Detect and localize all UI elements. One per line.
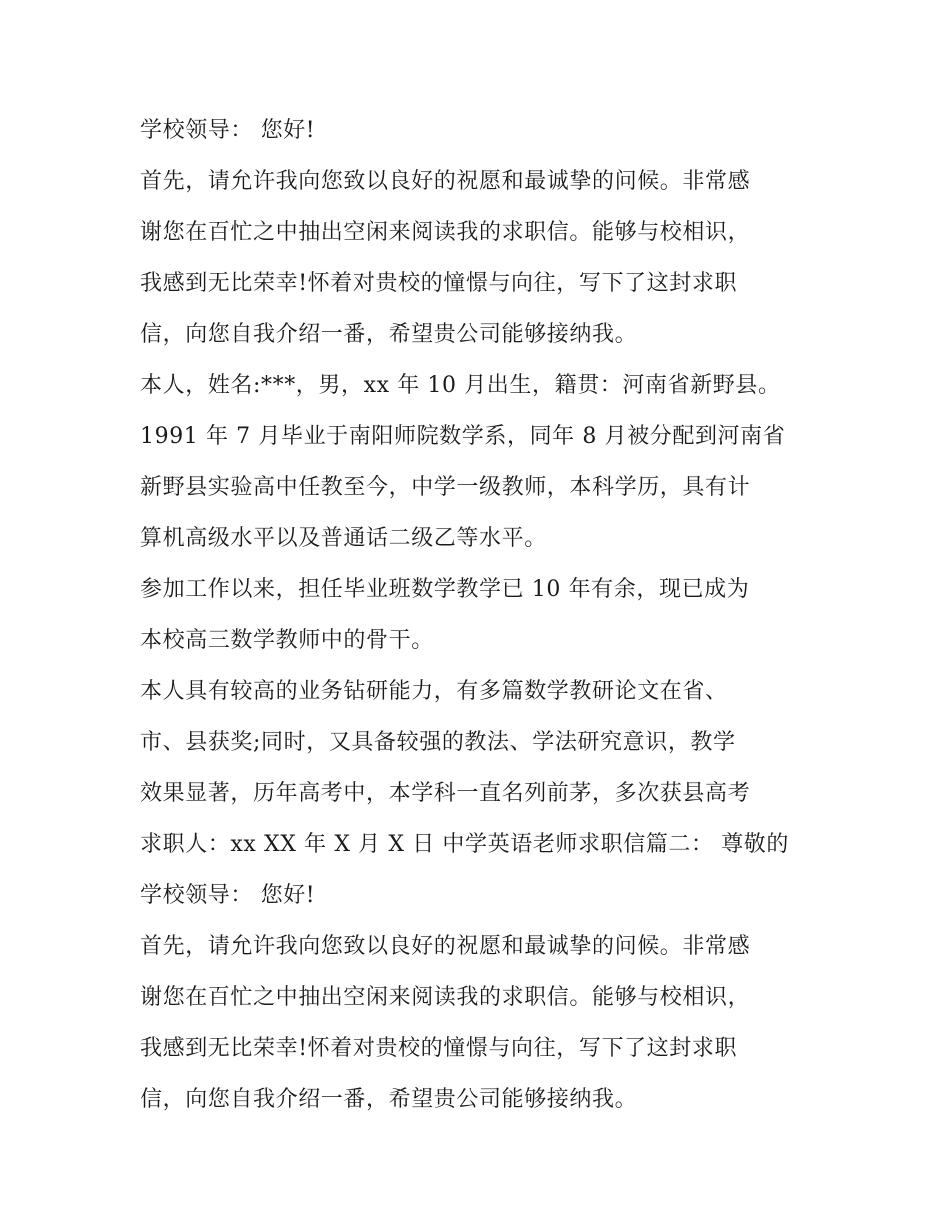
text-line: 谢您在百忙之中抽出空闲来阅读我的求职信。能够与校相识， xyxy=(140,220,751,245)
text-line: 新野县实验高中任教至今，中学一级教师，本科学历，具有计 xyxy=(140,475,751,500)
text-line: 首先，请允许我向您致以良好的祝愿和最诚挚的问候。非常感 xyxy=(140,934,751,959)
text-line: 市、县获奖;同时，又具备较强的教法、学法研究意识，教学 xyxy=(140,730,736,755)
text-line: 本人具有较高的业务钻研能力，有多篇数学教研论文在省、 xyxy=(140,679,728,704)
text-line: 本人，姓名:***，男，xx 年 10 月出生，籍贯：河南省新野县。 xyxy=(140,373,781,398)
text-line: 本校高三数学教师中的骨干。 xyxy=(140,628,434,653)
text-line: 1991 年 7 月毕业于南阳师院数学系，同年 8 月被分配到河南省 xyxy=(140,424,786,449)
text-line: 信，向您自我介绍一番，希望贵公司能够接纳我。 xyxy=(140,322,638,347)
text-line: 参加工作以来，担任毕业班数学教学已 10 年有余，现已成为 xyxy=(140,577,750,602)
letter-body xyxy=(140,112,820,1132)
text-line: 信，向您自我介绍一番，希望贵公司能够接纳我。 xyxy=(140,1087,638,1112)
text-line: 学校领导： 您好! xyxy=(140,883,316,908)
text-line: 我感到无比荣幸!怀着对贵校的憧憬与向往，写下了这封求职 xyxy=(140,271,738,296)
text-line: 算机高级水平以及普通话二级乙等水平。 xyxy=(140,526,547,551)
text-line: 效果显著，历年高考中，本学科一直名列前茅，多次获县高考 xyxy=(140,781,751,806)
text-line: 求职人：xx XX 年 X 月 X 日 中学英语老师求职信篇二： 尊敬的 xyxy=(140,832,790,857)
text-line: 首先，请允许我向您致以良好的祝愿和最诚挚的问候。非常感 xyxy=(140,169,751,194)
text-line: 我感到无比荣幸!怀着对贵校的憧憬与向往，写下了这封求职 xyxy=(140,1036,738,1061)
text-line: 学校领导： 您好! xyxy=(140,118,316,143)
text-line: 谢您在百忙之中抽出空闲来阅读我的求职信。能够与校相识， xyxy=(140,985,751,1010)
